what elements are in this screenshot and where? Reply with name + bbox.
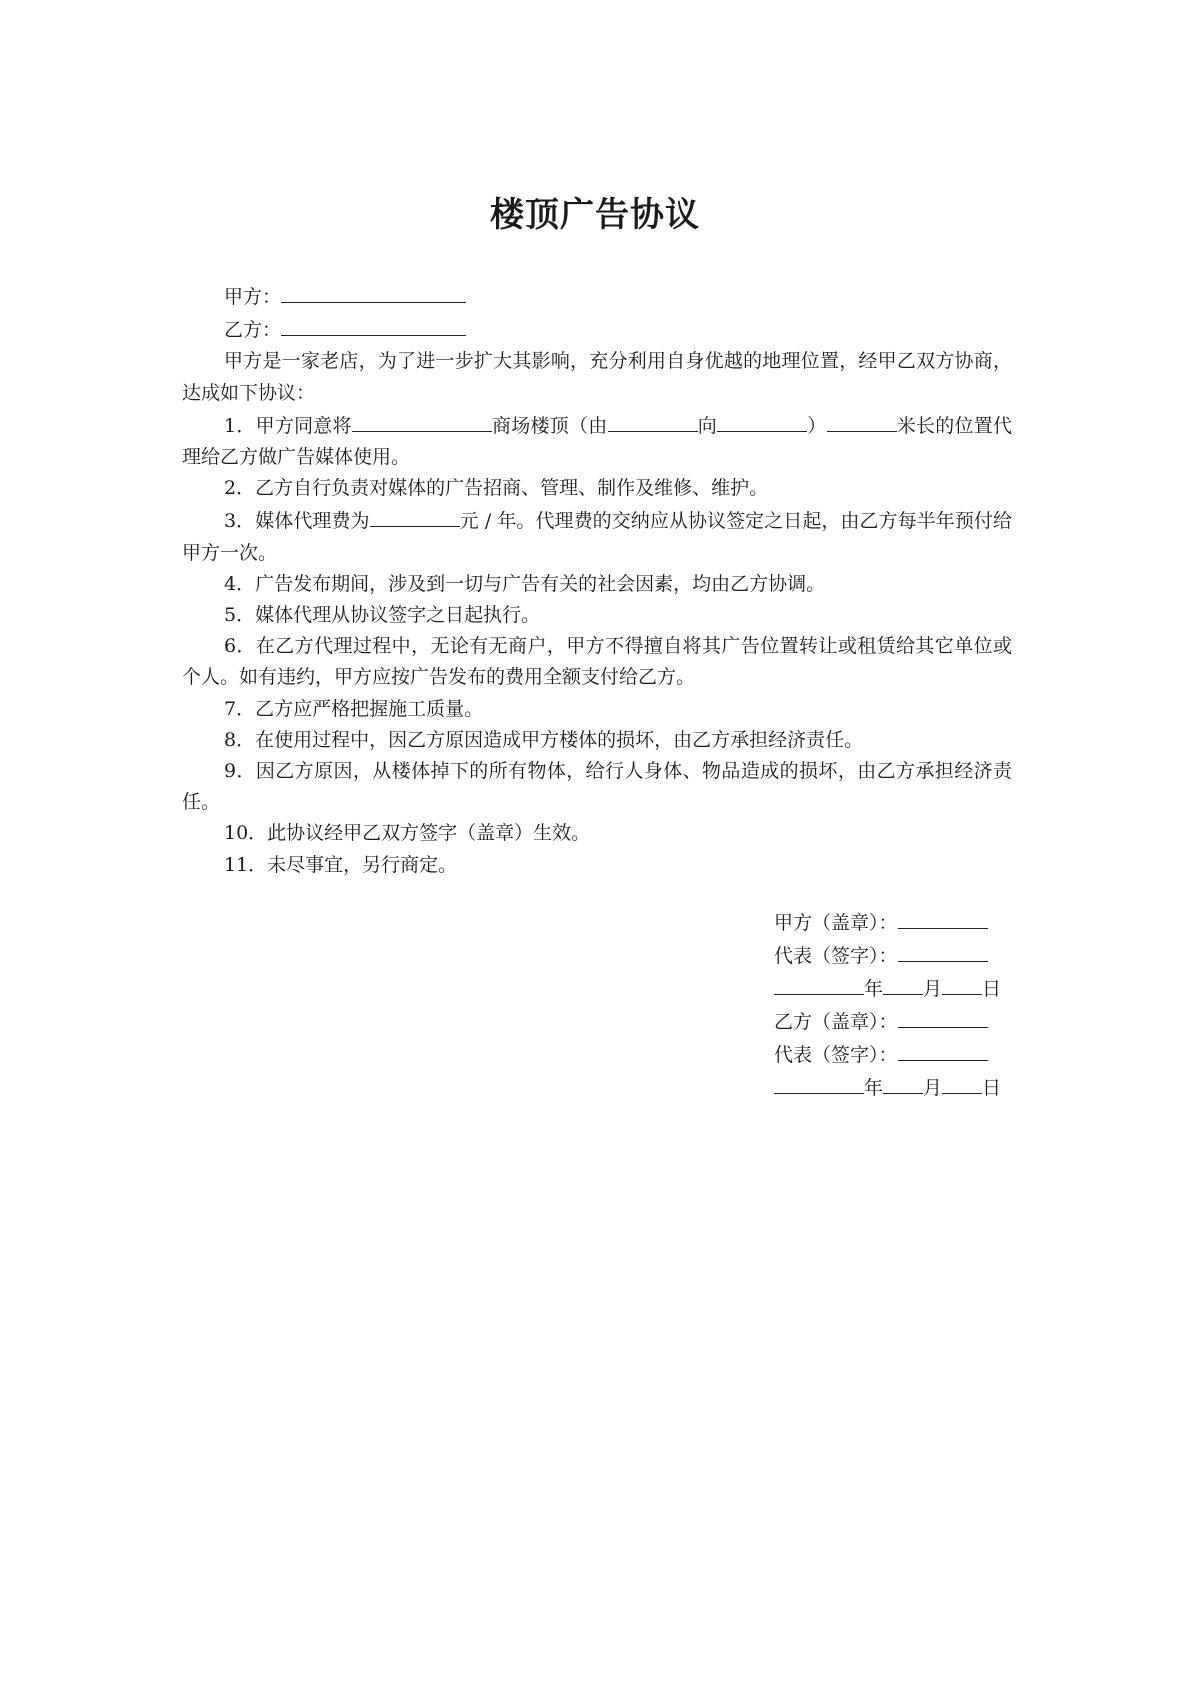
clause-1-blank-to	[717, 409, 807, 432]
party-b-blank	[281, 313, 466, 336]
party-b-seal-label: 乙方（盖章）：	[774, 1011, 898, 1033]
party-b-day-label: 日	[982, 1077, 1002, 1099]
clause-1-text-b: 商场楼顶（由	[491, 414, 608, 437]
clause-9: 9．因乙方原因，从楼体掉下的所有物体，给行人身体、物品造成的损坏，由乙方承担经济责任。	[182, 760, 1012, 814]
clause-8: 8．在使用过程中，因乙方原因造成甲方楼体的损坏，由乙方承担经济责任。	[224, 728, 864, 751]
clause-2: 2．乙方自行负责对媒体的广告招商、管理、制作及维修、维护。	[224, 477, 769, 500]
clause-5: 5．媒体代理从协议签字之日起执行。	[224, 604, 541, 627]
clause-3-text-b: 元 / 年。代理费的交纳应从协议签定之日起，由乙方每半年预付给甲方一次。	[182, 510, 1013, 564]
signature-block	[774, 906, 1014, 1104]
party-a-seal-label: 甲方（盖章）：	[774, 912, 898, 934]
party-b-rep-label: 代表（签字）：	[774, 1044, 898, 1066]
party-a-blank	[281, 280, 466, 303]
clause-3-text-a: 3．媒体代理费为	[224, 510, 370, 533]
party-b-date-line	[774, 1071, 1014, 1104]
party-a-date-line	[774, 972, 1014, 1005]
clause-3-blank-fee	[370, 504, 460, 527]
clause-6: 6．在乙方代理过程中，无论有无商户，甲方不得擅自将其广告位置转让或租赁给其它单位或个人。如有违约，甲方应按广告发布的费用全额支付给乙方。	[182, 635, 1012, 689]
clause-1-blank-mall	[352, 409, 492, 432]
party-a-year-label: 年	[864, 978, 884, 1000]
clause-1-blank-from	[608, 409, 698, 432]
clause-1-text-e: 米长的位置代理给乙方做广告媒体使用。	[182, 414, 1012, 469]
intro-paragraph: 甲方是一家老店，为了进一步扩大其影响，充分利用自身优越的地理位置，经甲乙双方协商，达成如下协议：	[182, 350, 1012, 404]
clause-3	[182, 504, 1012, 568]
clause-1-blank-length	[827, 409, 897, 432]
party-b-year-label: 年	[864, 1077, 884, 1099]
party-b-rep-blank	[898, 1038, 988, 1061]
clause-11: 11．未尽事宜，另行商定。	[224, 853, 458, 876]
document-body	[182, 280, 1012, 881]
clause-1-text-d: ）	[807, 414, 827, 437]
party-a-rep-blank	[898, 939, 988, 962]
party-b-month-blank	[883, 1071, 923, 1094]
clause-7: 7．乙方应严格把握施工质量。	[224, 697, 484, 720]
clause-4: 4．广告发布期间，涉及到一切与广告有关的社会因素，均由乙方协调。	[224, 572, 826, 595]
clause-10: 10．此协议经甲乙双方签字（盖章）生效。	[224, 822, 591, 845]
party-a-seal-blank	[898, 906, 988, 929]
party-b-seal-blank	[898, 1005, 988, 1028]
party-a-rep-line	[774, 939, 1014, 972]
document-title: 楼顶广告协议	[490, 195, 700, 235]
party-b-seal-line	[774, 1005, 1014, 1038]
clause-1-text-a: 1．甲方同意将	[224, 414, 352, 437]
party-a-month-blank	[883, 972, 923, 995]
party-a-label: 甲方：	[224, 286, 282, 308]
party-b-rep-line	[774, 1038, 1014, 1071]
party-b-year-blank	[774, 1071, 864, 1094]
party-b-label: 乙方：	[224, 319, 282, 342]
party-b-day-blank	[942, 1071, 982, 1094]
clause-1-text-c: 向	[697, 414, 718, 437]
party-a-year-blank	[774, 972, 864, 995]
party-b-month-label: 月	[923, 1077, 943, 1099]
party-a-day-label: 日	[982, 978, 1002, 1000]
clause-1	[182, 409, 1012, 473]
party-a-line	[182, 280, 1012, 313]
party-b-line	[182, 313, 1012, 346]
party-a-month-label: 月	[923, 978, 943, 1000]
party-a-seal-line	[774, 906, 1014, 939]
party-a-day-blank	[942, 972, 982, 995]
party-a-rep-label: 代表（签字）：	[774, 945, 898, 967]
